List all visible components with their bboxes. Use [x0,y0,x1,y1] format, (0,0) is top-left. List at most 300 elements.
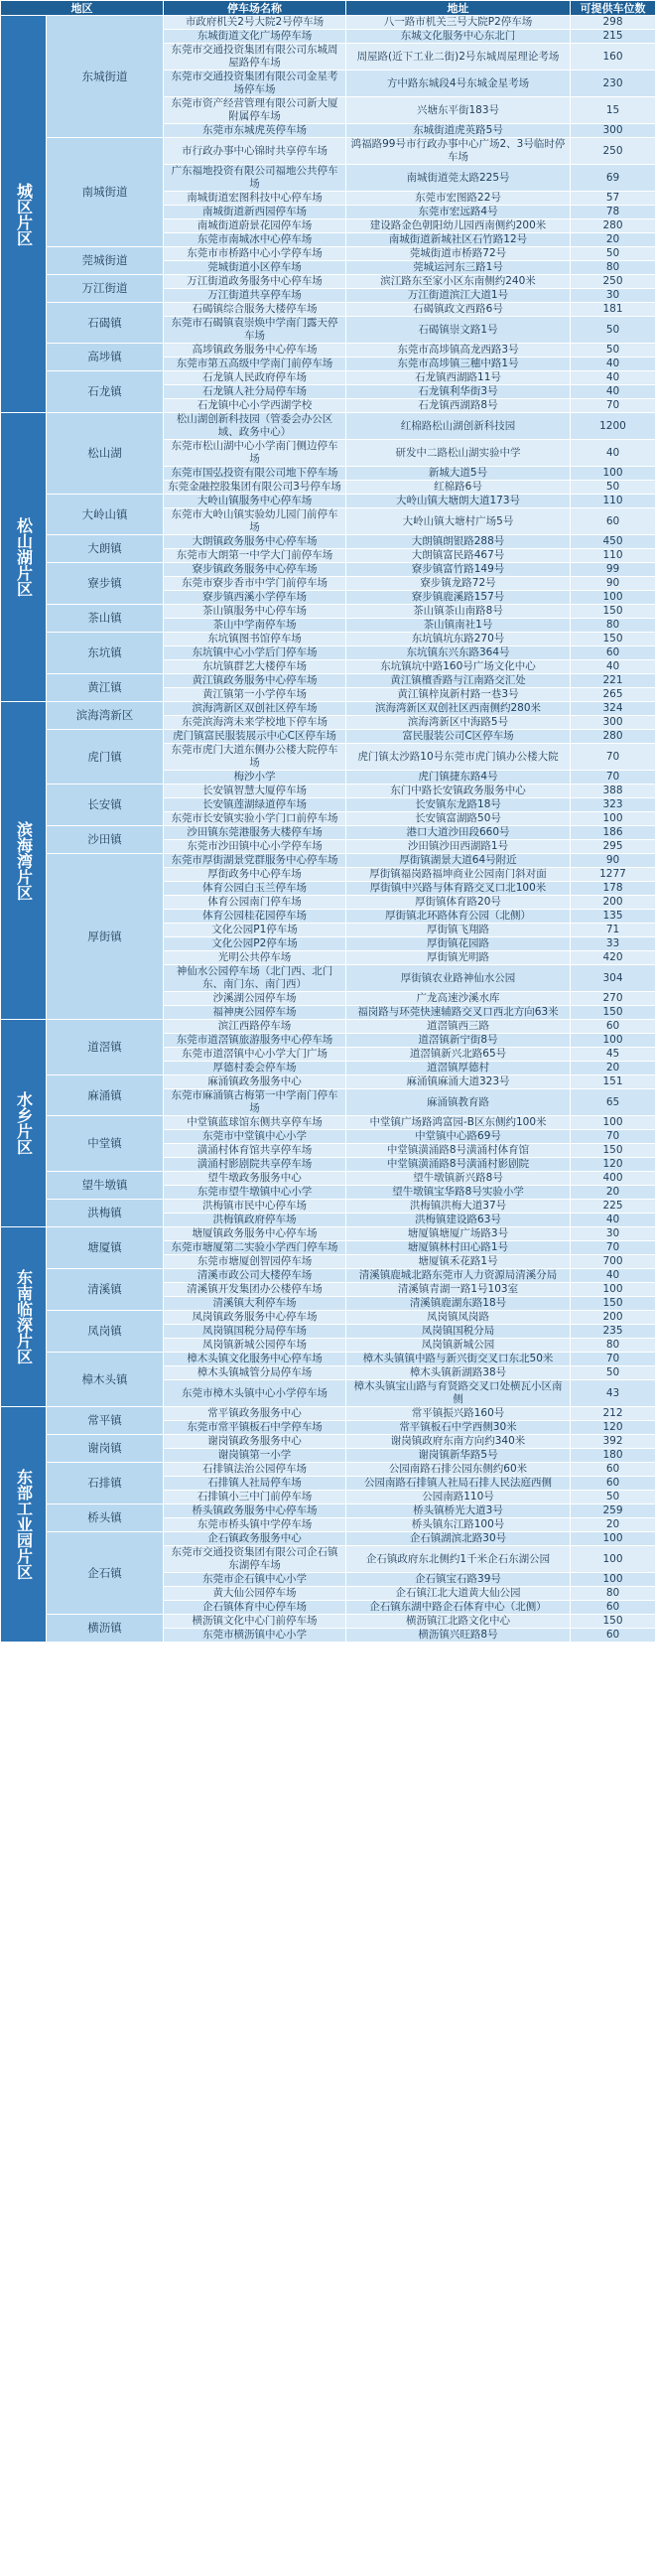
town-cell: 樟木头镇 [47,1353,164,1407]
address-cell: 塘厦镇塘厦广场路3号 [346,1227,571,1241]
capacity-cell: 300 [571,716,655,730]
town-cell: 常平镇 [47,1407,164,1435]
town-cell: 望牛墩镇 [47,1172,164,1200]
lot-name-cell: 虎门镇富民服装展示中心C区停车场 [164,730,346,744]
capacity-cell: 186 [571,826,655,840]
lot-name-cell: 清溪镇大利停车场 [164,1297,346,1311]
town-cell: 虎门镇 [47,730,164,785]
table-row [1,702,655,716]
capacity-cell: 100 [571,1532,655,1546]
lot-name-cell: 文化公园P2停车场 [164,937,346,951]
capacity-cell: 40 [571,440,655,467]
capacity-cell: 40 [571,371,655,385]
capacity-cell: 221 [571,674,655,688]
address-cell: 黄江镇檀香路与江南路交汇处 [346,674,571,688]
lot-name-cell: 潢涌村影剧院共享停车场 [164,1158,346,1172]
capacity-cell: 100 [571,1116,655,1130]
lot-name-cell: 石碣镇综合服务大楼停车场 [164,303,346,317]
address-cell: 大朗镇富民路467号 [346,549,571,563]
capacity-cell: 30 [571,289,655,303]
capacity-cell: 400 [571,1172,655,1186]
lot-name-cell: 黄江镇政务服务中心停车场 [164,674,346,688]
lot-name-cell: 常平镇政务服务中心 [164,1407,346,1421]
address-cell: 公园南路110号 [346,1491,571,1504]
address-cell: 东城街道虎英路5号 [346,124,571,138]
capacity-cell: 40 [571,660,655,674]
capacity-cell: 100 [571,1573,655,1587]
capacity-cell: 71 [571,924,655,937]
capacity-cell: 120 [571,1158,655,1172]
header-capacity: 可提供车位数 [571,1,655,16]
address-cell: 石碣镇政文西路6号 [346,303,571,317]
address-cell: 八一路市机关三号大院P2停车场 [346,16,571,30]
capacity-cell: 70 [571,1130,655,1144]
lot-name-cell: 东莞市虎门大道东侧办公楼大院停车场 [164,744,346,771]
address-cell: 新城大道5号 [346,467,571,481]
address-cell: 厚街镇体育路20号 [346,896,571,910]
lot-name-cell: 清溪市政公司大楼停车场 [164,1269,346,1283]
capacity-cell: 259 [571,1504,655,1518]
address-cell: 中堂镇潢涌路8号潢涌村体育馆 [346,1144,571,1158]
table-row [1,1353,655,1366]
address-cell: 沙田镇沙田西湖路1号 [346,840,571,854]
table-row [1,1407,655,1421]
address-cell: 清溪镇鹿湖东路18号 [346,1297,571,1311]
capacity-cell: 50 [571,1366,655,1380]
town-cell: 莞城街道 [47,247,164,275]
header-address: 地址 [346,1,571,16]
town-cell: 黄江镇 [47,674,164,702]
lot-name-cell: 沙田镇东莞港服务大楼停车场 [164,826,346,840]
address-cell: 企石镇东湖中路企石体育中心（北侧） [346,1601,571,1615]
table-row [1,247,655,261]
table-row [1,826,655,840]
capacity-cell: 57 [571,192,655,206]
address-cell: 中堂镇广场路鸿富园-B区东侧约100米 [346,1116,571,1130]
capacity-cell: 30 [571,1227,655,1241]
town-cell: 桥头镇 [47,1504,164,1532]
lot-name-cell: 黄大仙公园停车场 [164,1587,346,1601]
table-row [1,1269,655,1283]
lot-name-cell: 光明公共停车场 [164,951,346,965]
capacity-cell: 304 [571,965,655,992]
capacity-cell: 110 [571,495,655,508]
area-cell: 滨海湾片区 [1,702,47,1020]
capacity-cell: 265 [571,688,655,702]
table-row [1,413,655,440]
lot-name-cell: 大朗镇政务服务中心停车场 [164,535,346,549]
address-cell: 企石镇政府东北侧约1千米企石东湖公园 [346,1546,571,1573]
town-cell: 企石镇 [47,1532,164,1615]
address-cell: 东莞市宏图路22号 [346,192,571,206]
town-cell: 石碣镇 [47,303,164,344]
table-row [1,1435,655,1449]
lot-name-cell: 市政府机关2号大院2号停车场 [164,16,346,30]
capacity-cell: 50 [571,317,655,344]
address-cell: 凤岗镇凤岗路 [346,1311,571,1325]
address-cell: 企石镇江北大道黄大仙公园 [346,1587,571,1601]
table-row [1,633,655,646]
capacity-cell: 100 [571,812,655,826]
capacity-cell: 60 [571,646,655,660]
address-cell: 厚街镇北环路体育公园（北侧） [346,910,571,924]
capacity-cell: 33 [571,937,655,951]
town-cell: 大岭山镇 [47,495,164,535]
lot-name-cell: 神仙水公园停车场（北门西、北门东、南门东、南门西） [164,965,346,992]
lot-name-cell: 东莞市交通投资集团有限公司企石镇东湖停车场 [164,1546,346,1573]
lot-name-cell: 长安镇莲湖绿道停车场 [164,798,346,812]
lot-name-cell: 石排镇小三中门前停车场 [164,1491,346,1504]
lot-name-cell: 石排镇人社局停车场 [164,1477,346,1491]
lot-name-cell: 茶山中学南停车场 [164,619,346,633]
area-cell: 水乡片区 [1,1020,47,1227]
lot-name-cell: 南城街道蔚景花园停车场 [164,219,346,233]
capacity-cell: 212 [571,1407,655,1421]
lot-name-cell: 凤岗镇政务服务中心停车场 [164,1311,346,1325]
lot-name-cell: 石龙镇中心小学西湖学校 [164,399,346,413]
lot-name-cell: 望牛墩政务服务中心 [164,1172,346,1186]
capacity-cell: 135 [571,910,655,924]
address-cell: 南城街道莞太路225号 [346,165,571,192]
town-cell: 茶山镇 [47,605,164,633]
lot-name-cell: 寮步镇西溪小学停车场 [164,591,346,605]
town-cell: 松山湖 [47,413,164,495]
header-lot-name: 停车场名称 [164,1,346,16]
lot-name-cell: 樟木头镇文化服务中心停车场 [164,1353,346,1366]
address-cell: 寮步镇龙路72号 [346,577,571,591]
capacity-cell: 60 [571,508,655,535]
table-row [1,1532,655,1546]
capacity-cell: 150 [571,1297,655,1311]
address-cell: 企石镇宝石路39号 [346,1573,571,1587]
lot-name-cell: 东莞市沙田镇中心小学停车场 [164,840,346,854]
capacity-cell: 1200 [571,413,655,440]
town-cell: 道滘镇 [47,1020,164,1075]
address-cell: 建设路金色朝阳幼儿园西南侧约200米 [346,219,571,233]
address-cell: 麻涌镇麻涌大道323号 [346,1075,571,1089]
lot-name-cell: 塘厦镇政务服务中心停车场 [164,1227,346,1241]
lot-name-cell: 东莞市道滘镇旅游服务中心停车场 [164,1034,346,1048]
lot-name-cell: 东莞市塘厦创智园停车场 [164,1255,346,1269]
capacity-cell: 181 [571,303,655,317]
address-cell: 塘厦镇禾花路1号 [346,1255,571,1269]
table-row [1,344,655,358]
table-body [1,16,655,1643]
lot-name-cell: 东莞市大岭山镇实验幼儿园门前停车场 [164,508,346,535]
address-cell: 道滘镇厚德村 [346,1062,571,1075]
capacity-cell: 324 [571,702,655,716]
lot-name-cell: 东莞市第五高级中学南门前停车场 [164,358,346,371]
lot-name-cell: 长安镇智慧大厦停车场 [164,785,346,798]
lot-name-cell: 寮步镇政务服务中心停车场 [164,563,346,577]
lot-name-cell: 南城街道新西园停车场 [164,206,346,219]
lot-name-cell: 万江街道共享停车场 [164,289,346,303]
capacity-cell: 65 [571,1089,655,1116]
address-cell: 东坑镇坑东路270号 [346,633,571,646]
lot-name-cell: 东莞市国弘投资有限公司地下停车场 [164,467,346,481]
lot-name-cell: 企石镇政务服务中心 [164,1532,346,1546]
address-cell: 红棉路6号 [346,481,571,495]
capacity-cell: 60 [571,1463,655,1477]
capacity-cell: 300 [571,124,655,138]
address-cell: 方中路东城段4号东城金星考场 [346,71,571,97]
capacity-cell: 20 [571,1062,655,1075]
capacity-cell: 388 [571,785,655,798]
address-cell: 东城文化服务中心东北门 [346,30,571,44]
address-cell: 红棉路松山湖创新科技园 [346,413,571,440]
lot-name-cell: 企石镇体育中心停车场 [164,1601,346,1615]
address-cell: 研发中二路松山湖实验中学 [346,440,571,467]
lot-name-cell: 谢岗镇政务服务中心 [164,1435,346,1449]
town-cell: 东坑镇 [47,633,164,674]
address-cell: 清溪镇鹿城北路东莞市人力资源局清溪分局 [346,1269,571,1283]
lot-name-cell: 东莞市松山湖中心小学南门侧边停车场 [164,440,346,467]
address-cell: 中堂镇潢涌路8号潢涌村影剧院 [346,1158,571,1172]
address-cell: 东坑镇坑中路160号广场文化中心 [346,660,571,674]
address-cell: 厚街镇湖景大道64号附近 [346,854,571,868]
address-cell: 茶山镇茶山南路8号 [346,605,571,619]
lot-name-cell: 洪梅镇市民中心停车场 [164,1200,346,1214]
capacity-cell: 100 [571,467,655,481]
address-cell: 石龙镇西湖路11号 [346,371,571,385]
address-cell: 南城街道新城社区石竹路12号 [346,233,571,247]
capacity-cell: 50 [571,1491,655,1504]
capacity-cell: 230 [571,71,655,97]
capacity-cell: 60 [571,1477,655,1491]
address-cell: 清溪镇青湖一路1号103室 [346,1283,571,1297]
address-cell: 东门中路长安镇政务服务中心 [346,785,571,798]
address-cell: 洪梅镇洪梅大道37号 [346,1200,571,1214]
table-row [1,535,655,549]
area-cell: 东南临深片区 [1,1227,47,1407]
lot-name-cell: 广东福地投资有限公司福地公共停车场 [164,165,346,192]
table-row [1,1615,655,1629]
address-cell: 道滘镇新宁街8号 [346,1034,571,1048]
lot-name-cell: 东坑镇中心小学后门停车场 [164,646,346,660]
table-row [1,1227,655,1241]
lot-name-cell: 万江街道政务服务中心停车场 [164,275,346,289]
address-cell: 寮步镇富竹路149号 [346,563,571,577]
capacity-cell: 100 [571,1283,655,1297]
lot-name-cell: 东莞市交通投资集团有限公司东城周屋路停车场 [164,44,346,71]
lot-name-cell: 大岭山镇服务中心停车场 [164,495,346,508]
lot-name-cell: 体育公园白玉兰停车场 [164,882,346,896]
lot-name-cell: 东莞市寮步香市中学门前停车场 [164,577,346,591]
address-cell: 周屋路(近下工业二街)2号东城周屋理论考场 [346,44,571,71]
address-cell: 福岗路与环莞快速辅路交叉口西北方向63米 [346,1006,571,1020]
capacity-cell: 43 [571,1380,655,1407]
capacity-cell: 235 [571,1325,655,1339]
lot-name-cell: 清溪镇开发集团办公楼停车场 [164,1283,346,1297]
capacity-cell: 90 [571,577,655,591]
capacity-cell: 450 [571,535,655,549]
town-cell: 万江街道 [47,275,164,303]
lot-name-cell: 东莞市桥头镇中学停车场 [164,1518,346,1532]
lot-name-cell: 东莞市道滘镇中心小学大门广场 [164,1048,346,1062]
capacity-cell: 160 [571,44,655,71]
address-cell: 道滘镇新兴北路65号 [346,1048,571,1062]
town-cell: 寮步镇 [47,563,164,605]
table-row [1,303,655,317]
capacity-cell: 180 [571,1449,655,1463]
address-cell: 桥头镇桥光大道3号 [346,1504,571,1518]
town-cell: 谢岗镇 [47,1435,164,1463]
address-cell: 厚街镇光明路 [346,951,571,965]
address-cell: 洪梅镇建设路63号 [346,1214,571,1227]
capacity-cell: 100 [571,1034,655,1048]
capacity-cell: 392 [571,1435,655,1449]
lot-name-cell: 中堂镇蓝球馆东侧共享停车场 [164,1116,346,1130]
lot-name-cell: 横沥镇文化中心门前停车场 [164,1615,346,1629]
address-cell: 寮步镇鹿溪路157号 [346,591,571,605]
lot-name-cell: 莞城街道小区停车场 [164,261,346,275]
town-cell: 麻涌镇 [47,1075,164,1116]
address-cell: 滨海湾新区中海路5号 [346,716,571,730]
town-cell: 沙田镇 [47,826,164,854]
table-row [1,730,655,744]
capacity-cell: 110 [571,549,655,563]
capacity-cell: 150 [571,605,655,619]
capacity-cell: 200 [571,896,655,910]
lot-name-cell: 石龙镇人社分局停车场 [164,385,346,399]
lot-name-cell: 文化公园P1停车场 [164,924,346,937]
town-cell: 横沥镇 [47,1615,164,1643]
lot-name-cell: 松山湖创新科技园（管委会办公区域、政务中心） [164,413,346,440]
address-cell: 凤岗镇新城公园 [346,1339,571,1353]
address-cell: 广龙高速沙溪水库 [346,992,571,1006]
address-cell: 厚街镇花园路 [346,937,571,951]
town-cell: 中堂镇 [47,1116,164,1172]
capacity-cell: 250 [571,275,655,289]
lot-name-cell: 东城街道文化广场停车场 [164,30,346,44]
table-row [1,275,655,289]
capacity-cell: 1277 [571,868,655,882]
capacity-cell: 100 [571,591,655,605]
lot-name-cell: 体育公园南门停车场 [164,896,346,910]
address-cell: 富民服装公司C区停车场 [346,730,571,744]
capacity-cell: 280 [571,219,655,233]
capacity-cell: 100 [571,1546,655,1573]
table-row [1,1075,655,1089]
capacity-cell: 150 [571,1615,655,1629]
area-cell: 松山湖片区 [1,413,47,702]
capacity-cell: 60 [571,1020,655,1034]
capacity-cell: 295 [571,840,655,854]
capacity-cell: 20 [571,1518,655,1532]
capacity-cell: 70 [571,744,655,771]
capacity-cell: 80 [571,261,655,275]
table-row [1,1172,655,1186]
table-header-row [1,1,655,16]
address-cell: 东坑镇东兴东路364号 [346,646,571,660]
address-cell: 石龙镇西湖路8号 [346,399,571,413]
lot-name-cell: 东莞市中堂镇中心小学 [164,1130,346,1144]
lot-name-cell: 体育公园桂花园停车场 [164,910,346,924]
capacity-cell: 150 [571,1144,655,1158]
table-row [1,1200,655,1214]
town-cell: 长安镇 [47,785,164,826]
address-cell: 中堂镇中心路69号 [346,1130,571,1144]
capacity-cell: 40 [571,1269,655,1283]
capacity-cell: 20 [571,1186,655,1200]
lot-name-cell: 厚街政务中心停车场 [164,868,346,882]
capacity-cell: 90 [571,854,655,868]
table-row [1,1311,655,1325]
capacity-cell: 80 [571,619,655,633]
capacity-cell: 700 [571,1255,655,1269]
address-cell: 常平镇振兴路160号 [346,1407,571,1421]
lot-name-cell: 高埗镇政务服务中心停车场 [164,344,346,358]
address-cell: 滨江路东至家小区东南侧约240米 [346,275,571,289]
town-cell: 洪梅镇 [47,1200,164,1227]
capacity-cell: 50 [571,344,655,358]
lot-name-cell: 东莞市大朗第一中学大门前停车场 [164,549,346,563]
address-cell: 茶山镇南社1号 [346,619,571,633]
lot-name-cell: 东莞市长安镇实验小学门口前停车场 [164,812,346,826]
lot-name-cell: 谢岗镇第一小学 [164,1449,346,1463]
capacity-cell: 150 [571,1006,655,1020]
address-cell: 凤岗镇国税分局 [346,1325,571,1339]
lot-name-cell: 石排镇法治公园停车场 [164,1463,346,1477]
address-cell: 长安镇东龙路18号 [346,798,571,812]
address-cell: 鸿福路99号市行政办事中心广场2、3号临时停车场 [346,138,571,165]
table-row [1,138,655,165]
town-cell: 凤岗镇 [47,1311,164,1353]
lot-name-cell: 麻涌镇政务服务中心 [164,1075,346,1089]
lot-name-cell: 东莞市企石镇中心小学 [164,1573,346,1587]
lot-name-cell: 东莞市麻涌镇古梅第一中学南门停车场 [164,1089,346,1116]
address-cell: 横沥镇江北路文化中心 [346,1615,571,1629]
capacity-cell: 298 [571,16,655,30]
address-cell: 石龙镇利华街3号 [346,385,571,399]
header-area: 地区 [1,1,164,16]
table-row [1,16,655,30]
capacity-cell: 70 [571,1241,655,1255]
lot-name-cell: 梅沙小学 [164,771,346,785]
address-cell: 虎门镇太沙路10号东莞市虎门镇办公楼大院 [346,744,571,771]
table-row [1,1463,655,1477]
lot-name-cell: 沙溪湖公园停车场 [164,992,346,1006]
address-cell: 滨海湾新区双创社区西南侧约280米 [346,702,571,716]
lot-name-cell: 潢涌村体育馆共享停车场 [164,1144,346,1158]
table-row [1,371,655,385]
address-cell: 大朗镇朗银路288号 [346,535,571,549]
address-cell: 麻涌镇教育路 [346,1089,571,1116]
capacity-cell: 270 [571,992,655,1006]
capacity-cell: 50 [571,481,655,495]
lot-name-cell: 东莞市常平镇板石中学停车场 [164,1421,346,1435]
address-cell: 东莞市高埗镇高龙西路3号 [346,344,571,358]
address-cell: 万江街道滨江大道1号 [346,289,571,303]
lot-name-cell: 东莞市资产经营管理有限公司新大厦附属停车场 [164,97,346,124]
address-cell: 黄江镇梓岚新村路一巷3号 [346,688,571,702]
lot-name-cell: 桥头镇政务服务中心停车场 [164,1504,346,1518]
town-cell: 厚街镇 [47,854,164,1020]
table-row [1,605,655,619]
capacity-cell: 20 [571,233,655,247]
address-cell: 厚街镇飞翔路 [346,924,571,937]
address-cell: 桥头镇东江路100号 [346,1518,571,1532]
town-cell: 塘厦镇 [47,1227,164,1269]
address-cell: 虎门镇捷东路4号 [346,771,571,785]
address-cell: 东莞市宏远路4号 [346,206,571,219]
capacity-cell: 80 [571,1587,655,1601]
address-cell: 谢岗镇新华路5号 [346,1449,571,1463]
town-cell: 南城街道 [47,138,164,247]
lot-name-cell: 东莞市塘厦第二实验小学西门停车场 [164,1241,346,1255]
area-cell: 城区片区 [1,16,47,413]
capacity-cell: 40 [571,1214,655,1227]
